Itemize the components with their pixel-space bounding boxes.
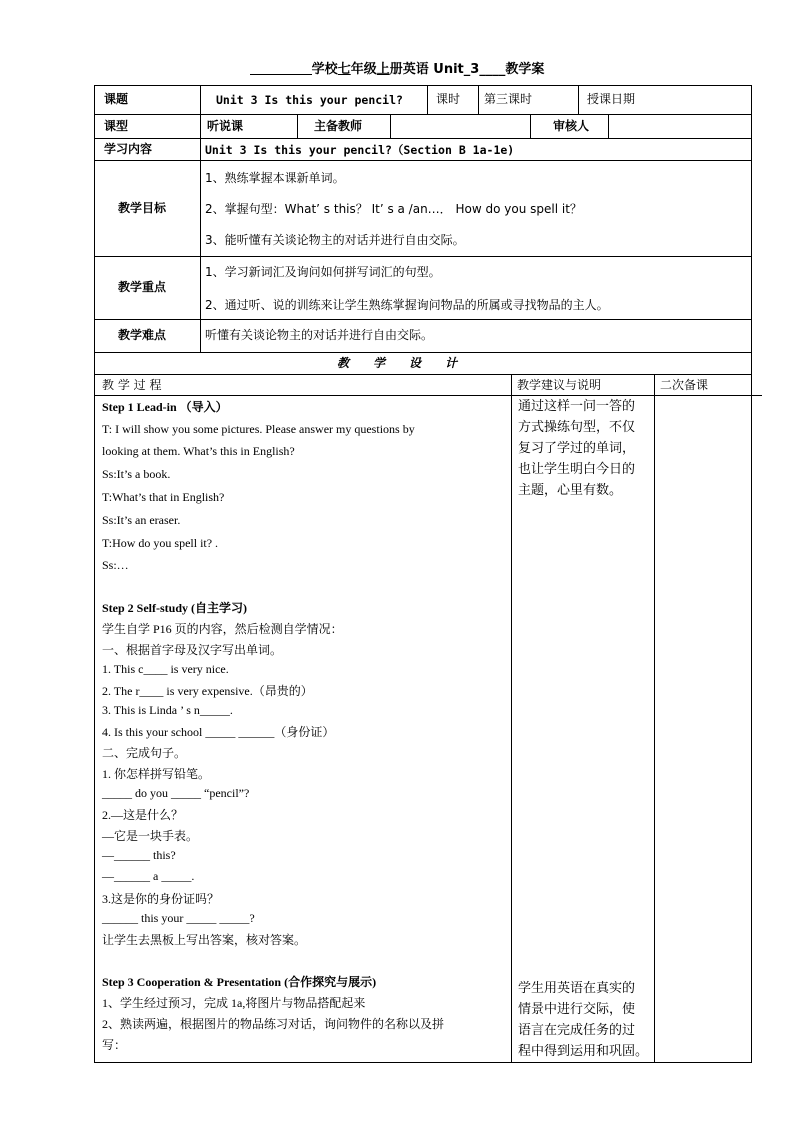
process-line: T: I will show you some pictures. Please answer my questions by (102, 422, 415, 436)
process-line: 二、完成句子。 (102, 746, 187, 760)
title-blank (250, 62, 312, 75)
process-line: Ss:It’s an eraser. (102, 513, 181, 527)
advice-note-1 (518, 396, 652, 501)
process-line: —______ a _____. (102, 869, 195, 883)
process-line: 1、学生经过预习，完成 1a,将图片与物品搭配起来 (102, 996, 366, 1010)
topic-label: 课题 (104, 92, 129, 106)
rule (578, 85, 579, 114)
difficulty-label: 教学难点 (118, 328, 167, 342)
process-line: Step 2 Self-study (自主学习) (102, 601, 248, 615)
reviewer-label: 审核人 (553, 119, 590, 133)
advice-line: 方式操练句型，不仅 (518, 420, 636, 435)
rule (478, 85, 479, 114)
date-label: 授课日期 (587, 92, 636, 106)
title-grade: 七 (337, 62, 351, 77)
process-header: 教 学 过 程 (102, 378, 162, 392)
key-points-label: 教学重点 (118, 280, 167, 294)
advice-line: 学生用英语在真实的 (518, 981, 636, 996)
rule (94, 114, 752, 115)
content-label: 学习内容 (104, 142, 153, 156)
rule (297, 114, 298, 138)
rule (608, 114, 609, 138)
content-value: Unit 3 Is this your pencil?（Section B 1a-1e) (205, 143, 515, 157)
goal-line: 1、熟练掌握本课新单词。 (205, 171, 345, 185)
advice-line: 也让学生明白今日的 (518, 462, 636, 477)
title-unit: Unit_3 (433, 62, 480, 77)
rule (511, 374, 512, 1063)
difficulty-text: 听懂有关谈论物主的对话并进行自由交际。 (205, 328, 434, 342)
goals-label: 教学目标 (118, 201, 167, 215)
process-line: —它是一块手表。 (102, 829, 199, 843)
process-line: 1. 你怎样拼写铅笔。 (102, 767, 211, 781)
title-grade-text: 年级 (350, 62, 377, 77)
process-line: _____ do you _____ “pencil”? (102, 786, 250, 800)
title-plan: 教学案 (505, 62, 545, 77)
period-label: 课时 (436, 92, 461, 106)
rule (94, 319, 752, 320)
process-line: 2.—这是什么？ (102, 808, 184, 822)
process-line: looking at them. What’s this in English? (102, 444, 295, 458)
process-line: 写： (102, 1038, 127, 1052)
process-line: 2. The r____ is very expensive.（昂贵的） (102, 684, 313, 698)
rule (390, 114, 391, 138)
goal-line: 2、掌握句型：What’ s this？ It’ s a /an…． How do you spell it？ (205, 202, 582, 216)
second-prep-header: 二次备课 (660, 378, 709, 392)
rule (427, 85, 428, 114)
period-value: 第三课时 (484, 92, 533, 106)
process-line: Ss:It’s a book. (102, 467, 171, 481)
rule (94, 160, 752, 161)
key-point-line: 1、学习新词汇及询问如何拼写词汇的句型。 (205, 265, 441, 279)
type-value: 听说课 (207, 119, 244, 133)
title-book: 册英语 (389, 62, 429, 77)
rule (94, 395, 762, 396)
process-line: Ss:… (102, 558, 129, 572)
process-line: 3. This is Linda ’ s n_____. (102, 703, 233, 717)
process-line: 2、熟读两遍，根据图片的物品练习对话，询问物件的名称以及拼 (102, 1017, 445, 1031)
process-line: Step 3 Cooperation & Presentation (合作探究与展示) (102, 975, 377, 989)
advice-line: 主题，心里有数。 (518, 483, 623, 498)
process-line: 让学生去黑板上写出答案，核对答案。 (102, 933, 307, 947)
process-line: T:How do you spell it? . (102, 536, 219, 550)
advice-note-2 (518, 978, 652, 1062)
process-line: Step 1 Lead-in （导入） (102, 400, 228, 414)
title-blank2: ____ (479, 62, 506, 77)
topic-value: Unit 3 Is this your pencil? (216, 93, 403, 107)
process-line: 4. Is this your school _____ ______（身份证） (102, 725, 335, 739)
process-line: 1. This c____ is very nice. (102, 662, 229, 676)
rule (530, 114, 531, 138)
advice-header: 教学建议与说明 (517, 378, 602, 392)
process-line: 一、根据首字母及汉字写出单词。 (102, 643, 283, 657)
process-line: —______ this? (102, 848, 176, 862)
key-point-line: 2、通过听、说的训练来让学生熟练掌握询问物品的所属或寻找物品的主人。 (205, 298, 609, 312)
advice-line: 情景中进行交际，使 (518, 1002, 636, 1017)
advice-line: 程中得到运用和巩固。 (518, 1044, 649, 1059)
rule (200, 85, 201, 352)
title-school: 学校 (311, 62, 338, 77)
title-term: 上 (376, 62, 390, 77)
process-line: T:What’s that in English? (102, 490, 225, 504)
design-title: 教 学 设 计 (336, 356, 457, 370)
advice-line: 通过这样一问一答的 (518, 399, 636, 414)
process-line: ______ this your _____ _____? (102, 911, 255, 925)
document-title (0, 58, 794, 77)
process-line: 3.这是你的身份证吗？ (102, 892, 220, 906)
rule (94, 352, 752, 353)
rule (654, 374, 655, 1063)
goal-line: 3、能听懂有关谈论物主的对话并进行自由交际。 (205, 233, 465, 247)
teacher-label: 主备教师 (314, 119, 363, 133)
process-line: 学生自学 P16 页的内容，然后检测自学情况： (102, 622, 343, 636)
advice-line: 语言在完成任务的过 (518, 1023, 636, 1038)
rule (94, 256, 752, 257)
advice-line: 复习了学过的单词， (518, 441, 636, 456)
rule (94, 138, 752, 139)
type-label: 课型 (104, 119, 129, 133)
